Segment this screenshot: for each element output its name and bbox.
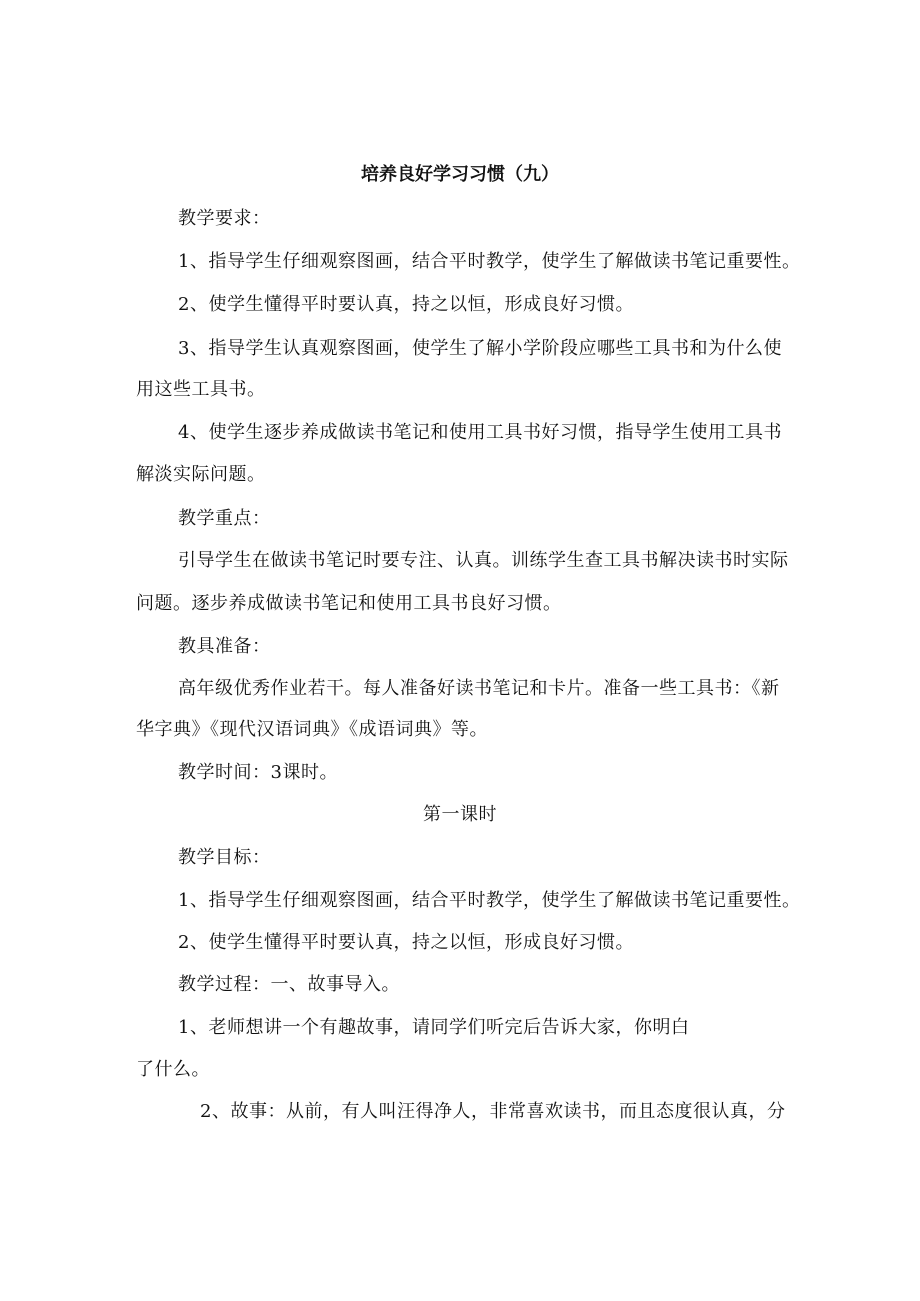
- section-heading-process: 教学过程：一、故事导入。: [178, 974, 400, 995]
- section-heading-objectives: 教学目标：: [178, 847, 271, 868]
- lesson-heading: 第一课时: [423, 804, 497, 825]
- materials-paragraph-cont: 华字典》《现代汉语词典》《成语词典》等。: [136, 719, 488, 740]
- objective-item-2: 2、使学生懂得平时要认真，持之以恒，形成良好习惯。: [178, 932, 634, 953]
- focus-paragraph: 引导学生在做读书笔记时要专注、认真。训练学生查工具书解决读书时实际: [178, 550, 789, 571]
- requirement-item-2: 2、使学生懂得平时要认真，持之以恒，形成良好习惯。: [178, 294, 634, 315]
- section-heading-focus: 教学重点：: [178, 508, 271, 529]
- section-heading-materials: 教具准备：: [178, 636, 271, 657]
- requirement-item-4-cont: 解淡实际问题。: [136, 464, 266, 485]
- focus-paragraph-cont: 问题。逐步养成做读书笔记和使用工具书良好习惯。: [136, 593, 562, 614]
- materials-paragraph: 高年级优秀作业若干。每人准备好读书笔记和卡片。准备一些工具书：《新: [178, 678, 780, 699]
- objective-item-1: 1、指导学生仔细观察图画，结合平时教学，使学生了解做读书笔记重要性。: [178, 890, 801, 911]
- requirement-item-3: 3、指导学生认真观察图画，使学生了解小学阶段应哪些工具书和为什么使: [178, 338, 782, 359]
- requirement-item-3-cont: 用这些工具书。: [136, 379, 266, 400]
- teaching-time: 教学时间：3课时。: [178, 762, 338, 783]
- requirement-item-4: 4、使学生逐步养成做读书笔记和使用工具书好习惯，指导学生使用工具书: [178, 422, 782, 443]
- process-item-1-cont: 了什么。: [136, 1059, 210, 1080]
- process-item-2: 2、故事：从前，有人叫汪得净人，非常喜欢读书，而且态度很认真，分: [200, 1101, 786, 1122]
- requirement-item-1: 1、指导学生仔细观察图画，结合平时教学，使学生了解做读书笔记重要性。: [178, 251, 801, 272]
- section-heading-requirements: 教学要求：: [178, 208, 271, 229]
- document-title: 培养良好学习习惯（九）: [361, 164, 559, 185]
- process-item-1: 1、老师想讲一个有趣故事，请同学们听完后告诉大家，你明白: [178, 1017, 690, 1038]
